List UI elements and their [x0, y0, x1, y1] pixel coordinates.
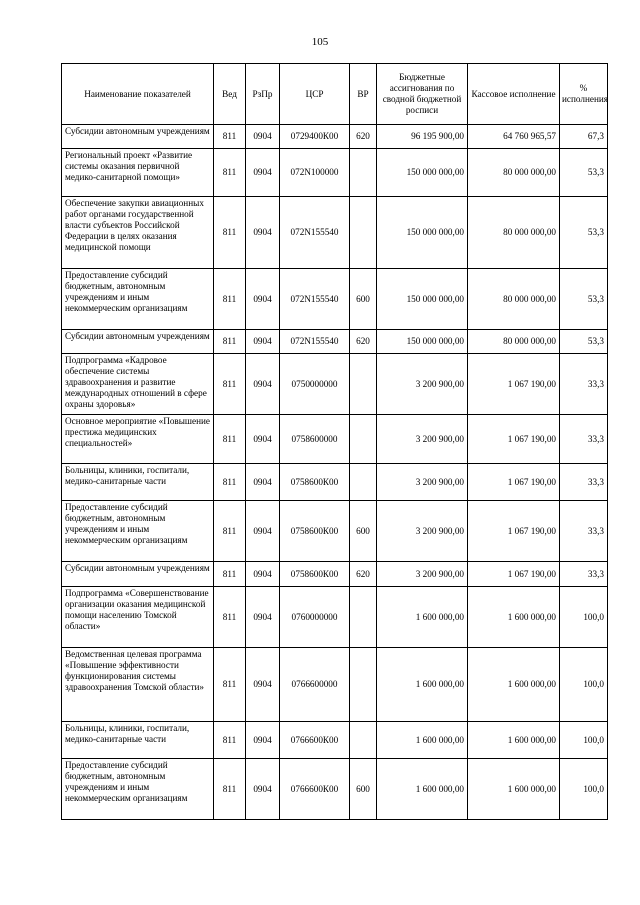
cell-ved: 811: [214, 759, 246, 820]
cell-cash: 80 000 000,00: [468, 197, 560, 269]
cell-cash: 1 067 190,00: [468, 354, 560, 415]
cell-vr: [350, 415, 377, 464]
cell-name: Субсидии автономным учреждениям: [62, 562, 214, 587]
cell-ved: 811: [214, 269, 246, 330]
col-header-ved: Вед: [214, 64, 246, 125]
cell-vr: 620: [350, 330, 377, 354]
cell-percent: 33,3: [560, 501, 608, 562]
cell-percent: 33,3: [560, 354, 608, 415]
cell-vr: [350, 149, 377, 197]
cell-vr: [350, 464, 377, 501]
cell-ved: 811: [214, 562, 246, 587]
cell-name: Субсидии автономным учреждениям: [62, 125, 214, 149]
table-row: [62, 197, 608, 269]
cell-vr: 600: [350, 759, 377, 820]
cell-ved: 811: [214, 587, 246, 648]
cell-cash: 64 760 965,57: [468, 125, 560, 149]
cell-budget: 3 200 900,00: [377, 415, 468, 464]
cell-csr: 0766600000: [280, 648, 350, 722]
cell-ved: 811: [214, 330, 246, 354]
cell-name: Субсидии автономным учреждениям: [62, 330, 214, 354]
cell-cash: 80 000 000,00: [468, 330, 560, 354]
cell-rzpr: 0904: [246, 149, 280, 197]
cell-ved: 811: [214, 464, 246, 501]
cell-percent: 67,3: [560, 125, 608, 149]
col-header-cash: Кассовое исполнение: [468, 64, 560, 125]
cell-csr: 072N155540: [280, 269, 350, 330]
cell-ved: 811: [214, 197, 246, 269]
cell-vr: [350, 722, 377, 759]
cell-vr: [350, 197, 377, 269]
cell-vr: 600: [350, 501, 377, 562]
cell-budget: 1 600 000,00: [377, 722, 468, 759]
cell-percent: 100,0: [560, 587, 608, 648]
cell-rzpr: 0904: [246, 354, 280, 415]
cell-csr: 0758600000: [280, 415, 350, 464]
cell-rzpr: 0904: [246, 269, 280, 330]
table-row: [62, 648, 608, 722]
cell-csr: 072N155540: [280, 197, 350, 269]
table-row: [62, 501, 608, 562]
cell-rzpr: 0904: [246, 330, 280, 354]
cell-ved: 811: [214, 501, 246, 562]
cell-percent: 53,3: [560, 269, 608, 330]
col-header-budget: Бюджетные ассигнования по сводной бюджетной росписи: [377, 64, 468, 125]
cell-csr: 0758600К00: [280, 501, 350, 562]
budget-table: [61, 63, 608, 820]
table-row: [62, 354, 608, 415]
cell-vr: [350, 587, 377, 648]
cell-csr: 0766600К00: [280, 722, 350, 759]
cell-budget: 3 200 900,00: [377, 354, 468, 415]
cell-budget: 150 000 000,00: [377, 149, 468, 197]
col-header-percent: % исполнения: [560, 64, 608, 125]
cell-cash: 1 067 190,00: [468, 415, 560, 464]
col-header-csr: ЦСР: [280, 64, 350, 125]
cell-ved: 811: [214, 415, 246, 464]
cell-name: Подпрограмма «Совершенствование организации оказания медицинской помощи населению Томской области»: [62, 587, 214, 648]
cell-ved: 811: [214, 648, 246, 722]
page-number: 105: [311, 36, 329, 48]
cell-vr: [350, 648, 377, 722]
cell-csr: 0760000000: [280, 587, 350, 648]
cell-ved: 811: [214, 722, 246, 759]
cell-percent: 100,0: [560, 648, 608, 722]
cell-cash: 1 067 190,00: [468, 501, 560, 562]
cell-cash: 1 600 000,00: [468, 587, 560, 648]
cell-percent: 33,3: [560, 415, 608, 464]
cell-percent: 53,3: [560, 197, 608, 269]
table-row: [62, 330, 608, 354]
cell-name: Основное мероприятие «Повышение престижа медицинских специальностей»: [62, 415, 214, 464]
cell-rzpr: 0904: [246, 501, 280, 562]
cell-name: Больницы, клиники, госпитали, медико-санитарные части: [62, 464, 214, 501]
cell-budget: 1 600 000,00: [377, 759, 468, 820]
cell-rzpr: 0904: [246, 197, 280, 269]
table-row: [62, 464, 608, 501]
table-row: [62, 149, 608, 197]
cell-budget: 150 000 000,00: [377, 197, 468, 269]
table-row: [62, 759, 608, 820]
cell-budget: 150 000 000,00: [377, 269, 468, 330]
cell-ved: 811: [214, 149, 246, 197]
table-row: [62, 269, 608, 330]
cell-rzpr: 0904: [246, 125, 280, 149]
cell-ved: 811: [214, 125, 246, 149]
table-row: [62, 125, 608, 149]
cell-name: Предоставление субсидий бюджетным, автономным учреждениям и иным некоммерческим организациям: [62, 269, 214, 330]
cell-csr: 0766600К00: [280, 759, 350, 820]
cell-csr: 072N155540: [280, 330, 350, 354]
cell-vr: 600: [350, 269, 377, 330]
cell-percent: 33,3: [560, 562, 608, 587]
cell-vr: 620: [350, 125, 377, 149]
cell-percent: 100,0: [560, 759, 608, 820]
cell-rzpr: 0904: [246, 464, 280, 501]
cell-vr: 620: [350, 562, 377, 587]
cell-cash: 80 000 000,00: [468, 149, 560, 197]
cell-budget: 3 200 900,00: [377, 464, 468, 501]
cell-cash: 1 600 000,00: [468, 722, 560, 759]
cell-rzpr: 0904: [246, 587, 280, 648]
cell-csr: 0729400К00: [280, 125, 350, 149]
cell-budget: 1 600 000,00: [377, 648, 468, 722]
cell-percent: 33,3: [560, 464, 608, 501]
cell-cash: 1 067 190,00: [468, 562, 560, 587]
table-row: [62, 587, 608, 648]
cell-percent: 53,3: [560, 149, 608, 197]
cell-budget: 150 000 000,00: [377, 330, 468, 354]
col-header-name: Наименование показателей: [62, 64, 214, 125]
cell-budget: 1 600 000,00: [377, 587, 468, 648]
cell-name: Обеспечение закупки авиационных работ органами государственной власти субъектов Российской Федерации в целях оказания медицинской помощи: [62, 197, 214, 269]
table-row: [62, 722, 608, 759]
cell-csr: 072N100000: [280, 149, 350, 197]
cell-ved: 811: [214, 354, 246, 415]
cell-rzpr: 0904: [246, 722, 280, 759]
col-header-rzpr: РзПр: [246, 64, 280, 125]
cell-csr: 0750000000: [280, 354, 350, 415]
cell-budget: 3 200 900,00: [377, 562, 468, 587]
table-header-row: [62, 64, 608, 125]
cell-cash: 1 600 000,00: [468, 648, 560, 722]
cell-vr: [350, 354, 377, 415]
cell-budget: 96 195 900,00: [377, 125, 468, 149]
cell-name: Предоставление субсидий бюджетным, автономным учреждениям и иным некоммерческим организациям: [62, 759, 214, 820]
cell-cash: 80 000 000,00: [468, 269, 560, 330]
cell-percent: 53,3: [560, 330, 608, 354]
col-header-vr: ВР: [350, 64, 377, 125]
cell-cash: 1 067 190,00: [468, 464, 560, 501]
cell-rzpr: 0904: [246, 415, 280, 464]
cell-csr: 0758600К00: [280, 562, 350, 587]
cell-rzpr: 0904: [246, 562, 280, 587]
cell-rzpr: 0904: [246, 648, 280, 722]
cell-percent: 100,0: [560, 722, 608, 759]
cell-name: Подпрограмма «Кадровое обеспечение системы здравоохранения и развитие международных отношений в сфере охраны здоровья»: [62, 354, 214, 415]
cell-csr: 0758600К00: [280, 464, 350, 501]
cell-name: Предоставление субсидий бюджетным, автономным учреждениям и иным некоммерческим организациям: [62, 501, 214, 562]
cell-name: Региональный проект «Развитие системы оказания первичной медико-санитарной помощи»: [62, 149, 214, 197]
table-row: [62, 415, 608, 464]
cell-name: Ведомственная целевая программа «Повышение эффективности функционирования системы здравоохранения Томской области»: [62, 648, 214, 722]
cell-cash: 1 600 000,00: [468, 759, 560, 820]
cell-budget: 3 200 900,00: [377, 501, 468, 562]
table-row: [62, 562, 608, 587]
cell-rzpr: 0904: [246, 759, 280, 820]
cell-name: Больницы, клиники, госпитали, медико-санитарные части: [62, 722, 214, 759]
